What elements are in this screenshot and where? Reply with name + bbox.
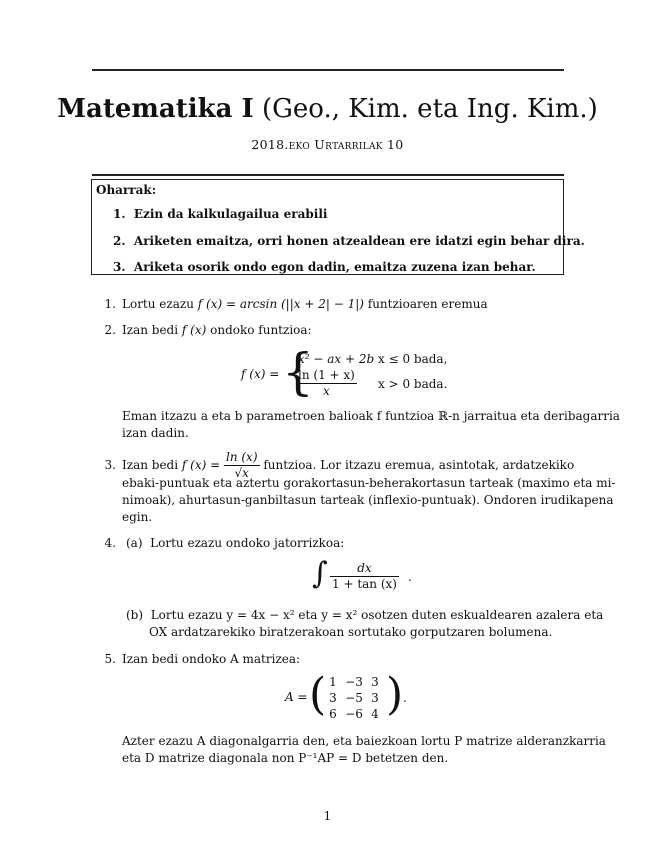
title-subtitle: (Geo., Kim. eta Ing. Kim.) [261,94,598,124]
problem-4a-text: (a) Lortu ezazu ondoko jatorrizkoa: [126,536,345,550]
problem-1-text: Lortu ezazu f (x) = arcsin (||x + 2| − 1|) funtzioaren eremua [122,297,488,311]
note-item: 3. Ariketa osorik ondo egon dadin, emaitza zuzena izan behar. [113,260,536,274]
matrix-cell: 3 [371,675,379,689]
integral-formula [312,556,422,598]
problem-3-line-2: ebaki-puntuak eta aztertu gorakortasun-beherakortasun tarteak (maximo eta mi- [122,476,616,490]
matrix-cell: 4 [371,707,379,721]
integral-end: . [408,570,412,584]
problem-3-line-4: egin. [122,510,153,524]
notes-box [91,179,585,275]
case-1-expression: x² − ax + 2b [298,352,375,366]
matrix-lhs: A = [285,690,308,704]
page-title [0,94,655,124]
problem-3-line-3: nimoak), ahurtasun-ganbiltasun tarteak (inflexio-puntuak). Ondoren irudikapena [122,493,614,507]
matrix-left-paren: ( [309,669,327,720]
exam-date: 2018.eko Urtarrilak 10 [251,137,404,152]
matrix-cell: 6 [329,707,337,721]
matrix-cell: 1 [329,675,337,689]
piecewise-lhs: f (x) = [241,367,280,381]
problem-5-line-1: Azter ezazu A diagonalgarria den, eta baiezkoan lortu P matrize alderanzkarria [122,734,606,748]
left-brace: { [282,343,314,401]
bottom-rule [92,174,564,176]
problem-5-intro: Izan bedi ondoko A matrizea: [122,652,301,666]
matrix-cell: 3 [371,691,379,705]
case-2-condition: x > 0 bada. [378,377,448,391]
problem-2-line-2: izan dadin. [122,426,189,440]
note-item: 1. Ezin da kalkulagailua erabili [113,207,328,221]
note-item: 2. Ariketen emaitza, orri honen atzealdean ere idatzi egin behar dira. [113,234,585,248]
notes-heading: Oharrak: [96,183,157,197]
problem-4-number: 4. [104,536,116,550]
problem-2-number: 2. [104,323,116,337]
integral-fraction: $\frac{dx}{1 + \tan (x)}$ [332,561,397,591]
integral-sign: ∫ [312,556,328,591]
case-1-condition: x ≤ 0 bada, [378,352,448,366]
problem-4b-line-1: (b) Lortu ezazu y = 4x − x² eta y = x² osotzen duten eskualdearen azalera eta [126,608,604,622]
page-number: 1 [323,809,332,823]
case-2-fraction: $\frac{\ln (1 + x)}{x}$ [298,368,355,398]
problem-1-number: 1. [104,297,116,311]
problem-3-fraction: $\frac{\ln (x)}{√x}$ [225,450,258,480]
problem-2-intro: Izan bedi f (x) ondoko funtzioa: [122,323,312,337]
problem-4b-line-2: OX ardatzarekiko biratzerakoan sortutako gorputzaren bolumena. [149,625,553,639]
top-rule [92,69,564,71]
piecewise-function [238,343,448,408]
matrix-cell: −5 [345,691,363,705]
matrix-cell: −3 [345,675,363,689]
problem-2-line-1: Eman itzazu a eta b parametroen balioak f funtzioa ℝ-n jarraitua eta deribagarria [122,409,620,423]
problem-5-line-2: eta D matrize diagonala non P⁻¹AP = D betetzen den. [122,751,449,765]
problem-3-number: 3. [104,458,116,472]
title-bold: Matematika I [57,94,254,124]
matrix-right-paren: ) [386,669,404,720]
matrix-formula [285,669,415,723]
problem-5-number: 5. [104,652,116,666]
problem-3-line-1: Izan bedi f (x) = $\frac{\ln (x)}{√x}$ funtzioa. Lor itzazu eremua, asintotak, ardatzekiko [122,450,575,480]
matrix-cell: 3 [329,691,337,705]
matrix-cell: −6 [345,707,363,721]
matrix-end: . [403,691,407,705]
